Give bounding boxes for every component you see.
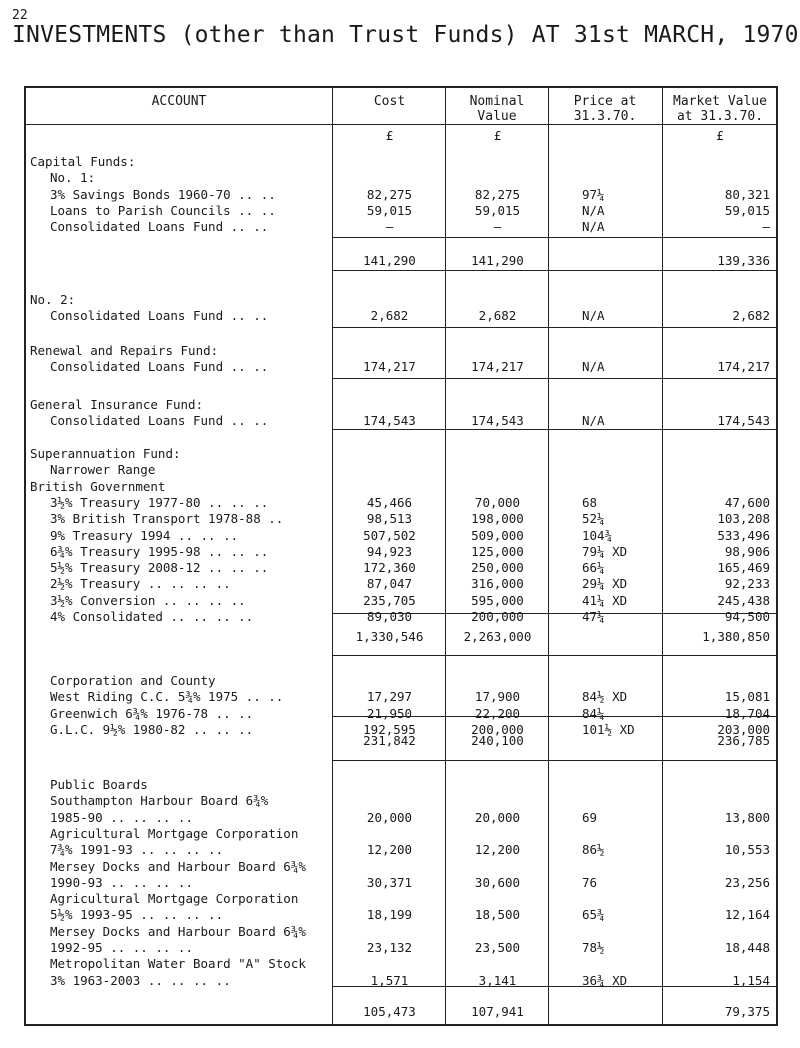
- total-market: 139,336: [717, 253, 770, 268]
- market-value: 1,154: [732, 972, 770, 988]
- price-value: 68: [582, 494, 598, 510]
- price-value: 86½: [582, 842, 605, 858]
- cost-value: 89,030: [366, 609, 413, 624]
- section-rule: [332, 760, 778, 761]
- market-value: 92,233: [724, 576, 770, 592]
- column-divider: [445, 86, 446, 1026]
- nominal-value: 198,000: [471, 511, 524, 527]
- price-value: N/A: [582, 219, 605, 235]
- cost-value: 18,199: [366, 907, 413, 923]
- column-divider: [332, 86, 333, 1026]
- nominal-value: 316,000: [471, 576, 524, 592]
- section-rule: [332, 429, 778, 430]
- section-rule: [332, 270, 778, 271]
- section-rule: [332, 237, 778, 238]
- nominal-value: 23,500: [474, 940, 521, 955]
- account-label: Metropolitan Water Board "A" Stock: [50, 956, 306, 972]
- account-label: Narrower Range: [50, 462, 156, 478]
- account-label: No. 1:: [50, 170, 96, 186]
- price-value: 84½ XD: [582, 689, 628, 705]
- cost-value: 87,047: [366, 576, 413, 592]
- cost-value: 1,571: [370, 972, 409, 988]
- nominal-value: 59,015: [474, 202, 521, 218]
- price-value: N/A: [582, 413, 605, 429]
- nominal-value: 125,000: [471, 543, 524, 559]
- market-value: 13,800: [724, 809, 770, 825]
- nominal-value: 250,000: [471, 560, 524, 576]
- price-value: 76: [582, 874, 598, 890]
- header-rule: [24, 124, 778, 125]
- account-label: Greenwich 6¾% 1976-78 .. ..: [50, 705, 254, 721]
- page-title: INVESTMENTS (other than Trust Funds) AT 31st MARCH, 1970: [12, 22, 799, 48]
- account-label: 9% Treasury 1994 .. .. ..: [50, 527, 239, 543]
- account-label: Superannuation Fund:: [30, 446, 181, 461]
- nominal-value: 30,600: [474, 874, 521, 890]
- total-nominal: 141,290: [471, 253, 524, 268]
- price-value: 41¼ XD: [582, 592, 628, 608]
- price-value: 101½ XD: [582, 721, 635, 737]
- market-value: 203,000: [717, 721, 770, 737]
- header-price: Price at 31.3.70.: [573, 94, 637, 124]
- cost-value: –: [385, 219, 394, 235]
- account-label: Mersey Docks and Harbour Board 6¾%: [50, 858, 306, 874]
- nominal-value: 22,200: [474, 705, 521, 721]
- cost-value: 45,466: [366, 494, 413, 510]
- market-value: 2,682: [732, 308, 770, 324]
- section-rule: [332, 655, 778, 656]
- cost-value: 21,950: [366, 705, 413, 721]
- account-label: Agricultural Mortgage Corporation: [50, 891, 299, 907]
- account-label: 5½% Treasury 2008-12 .. .. ..: [50, 560, 269, 576]
- account-label: 1990-93 .. .. .. ..: [50, 874, 193, 890]
- account-label: General Insurance Fund:: [30, 397, 204, 412]
- account-label: Consolidated Loans Fund .. ..: [50, 413, 269, 429]
- price-value: 79¼ XD: [582, 543, 628, 559]
- account-label: Southampton Harbour Board 6¾%: [50, 793, 269, 809]
- account-label: 3% Savings Bonds 1960-70 .. ..: [50, 186, 276, 202]
- cost-value: 235,705: [363, 592, 416, 608]
- price-value: 66¼: [582, 560, 605, 576]
- cost-value: 174,543: [363, 413, 416, 429]
- nominal-value: 174,543: [471, 413, 524, 429]
- market-value: 18,704: [724, 705, 770, 721]
- account-label: 5½% 1993-95 .. .. .. ..: [50, 907, 224, 923]
- account-label: Consolidated Loans Fund .. ..: [50, 308, 269, 324]
- nominal-value: 17,900: [474, 689, 521, 705]
- cost-value: 12,200: [366, 842, 413, 858]
- cost-value: 17,297: [366, 689, 413, 705]
- header-nominal-value: Nominal Value: [469, 94, 525, 124]
- total-cost: 105,473: [363, 1004, 416, 1019]
- account-label: Public Boards: [50, 777, 148, 792]
- nominal-value: 595,000: [471, 592, 524, 608]
- price-value: N/A: [582, 202, 605, 218]
- account-label: Corporation and County: [50, 673, 216, 688]
- section-rule: [332, 327, 778, 328]
- account-label: Renewal and Repairs Fund:: [30, 343, 219, 358]
- account-label: Consolidated Loans Fund .. ..: [50, 359, 269, 375]
- currency-market: £: [716, 128, 724, 143]
- nominal-value: 18,500: [474, 907, 521, 923]
- section-rule: [332, 986, 778, 987]
- market-value: 245,438: [717, 592, 770, 608]
- nominal-value: 2,682: [478, 308, 517, 324]
- price-value: 84¼: [582, 705, 605, 721]
- market-value: 80,321: [724, 186, 770, 202]
- market-value: 47,600: [724, 494, 770, 510]
- market-value: –: [762, 219, 770, 235]
- market-value: 10,553: [724, 842, 770, 858]
- account-label: Agricultural Mortgage Corporation: [50, 825, 299, 841]
- nominal-value: –: [493, 219, 502, 235]
- cost-value: 192,595: [363, 721, 416, 737]
- price-value: 104¾: [582, 527, 613, 543]
- cost-value: 94,923: [366, 543, 413, 559]
- price-value: 65¾: [582, 907, 605, 923]
- cost-value: 30,371: [366, 874, 413, 890]
- account-label: 3½% Treasury 1977-80 .. .. ..: [50, 494, 269, 510]
- cost-value: 2,682: [370, 308, 409, 324]
- account-label: British Government: [30, 478, 166, 494]
- header-cost: Cost: [373, 94, 406, 109]
- total-nominal: 107,941: [471, 1004, 524, 1019]
- nominal-value: 200,000: [471, 609, 524, 624]
- currency-nominal: £: [493, 128, 502, 143]
- market-value: 12,164: [724, 907, 770, 923]
- account-label: Consolidated Loans Fund .. ..: [50, 219, 269, 235]
- account-label: 1985-90 .. .. .. ..: [50, 809, 193, 825]
- market-value: 15,081: [724, 689, 770, 705]
- market-value: 174,217: [717, 359, 770, 375]
- account-label: 3½% Conversion .. .. .. ..: [50, 592, 246, 608]
- market-value: 18,448: [724, 940, 770, 955]
- market-value: 533,496: [717, 527, 770, 543]
- market-value: 165,469: [717, 560, 770, 576]
- total-cost: 141,290: [363, 253, 416, 268]
- cost-value: 59,015: [366, 202, 413, 218]
- price-value: 97¼: [582, 186, 605, 202]
- account-label: Mersey Docks and Harbour Board 6¾%: [50, 923, 306, 939]
- section-rule: [332, 378, 778, 379]
- cost-value: 23,132: [366, 940, 413, 955]
- total-market: 79,375: [724, 1004, 770, 1019]
- column-divider: [548, 86, 549, 1026]
- cost-value: 98,513: [366, 511, 413, 527]
- page-number: 22: [12, 8, 28, 23]
- total-market: 1,380,850: [702, 629, 770, 644]
- nominal-value: 82,275: [474, 186, 521, 202]
- price-value: 36¾ XD: [582, 972, 628, 988]
- nominal-value: 174,217: [471, 359, 524, 375]
- total-nominal: 2,263,000: [463, 629, 532, 644]
- section-rule: [332, 716, 778, 717]
- cost-value: 174,217: [363, 359, 416, 375]
- account-label: 7¾% 1991-93 .. .. .. ..: [50, 842, 224, 858]
- cost-value: 20,000: [366, 809, 413, 825]
- account-label: 3% 1963-2003 .. .. .. ..: [50, 972, 231, 988]
- total-market: 236,785: [717, 733, 770, 748]
- nominal-value: 20,000: [474, 809, 521, 825]
- price-value: N/A: [582, 308, 605, 324]
- market-value: 103,208: [717, 511, 770, 527]
- total-cost: 231,842: [363, 733, 416, 748]
- cost-value: 507,502: [363, 527, 416, 543]
- account-label: West Riding C.C. 5¾% 1975 .. ..: [50, 689, 284, 705]
- section-rule: [332, 613, 778, 614]
- price-value: 52¼: [582, 511, 605, 527]
- cost-value: 82,275: [366, 186, 413, 202]
- account-label: 3% British Transport 1978-88 ..: [50, 511, 284, 527]
- market-value: 59,015: [724, 202, 770, 218]
- nominal-value: 70,000: [474, 494, 521, 510]
- price-value: 29¼ XD: [582, 576, 628, 592]
- nominal-value: 509,000: [471, 527, 524, 543]
- market-value: 98,906: [724, 543, 770, 559]
- account-label: Loans to Parish Councils .. ..: [50, 202, 276, 218]
- header-market-value: Market Value at 31.3.70.: [673, 94, 767, 124]
- account-label: No. 2:: [30, 292, 76, 307]
- currency-cost: £: [385, 128, 394, 143]
- nominal-value: 200,000: [471, 721, 524, 737]
- account-label: 6¾% Treasury 1995-98 .. .. ..: [50, 543, 269, 559]
- market-value: 94,500: [724, 609, 770, 624]
- account-label: 2½% Treasury .. .. .. ..: [50, 576, 231, 592]
- price-value: 47¼: [582, 609, 605, 624]
- account-label: Capital Funds:: [30, 154, 136, 169]
- account-label: 1992-95 .. .. .. ..: [50, 940, 193, 955]
- market-value: 174,543: [717, 413, 770, 429]
- cost-value: 172,360: [363, 560, 416, 576]
- account-label: G.L.C. 9½% 1980-82 .. .. ..: [50, 721, 254, 737]
- market-value: 23,256: [724, 874, 770, 890]
- price-value: 69: [582, 809, 598, 825]
- price-value: N/A: [582, 359, 605, 375]
- nominal-value: 12,200: [474, 842, 521, 858]
- total-nominal: 240,100: [471, 733, 524, 748]
- nominal-value: 3,141: [478, 972, 517, 988]
- total-cost: 1,330,546: [355, 629, 424, 644]
- header-account: ACCOUNT: [151, 94, 207, 109]
- price-value: 78½: [582, 940, 605, 955]
- account-label: 4% Consolidated .. .. .. ..: [50, 609, 254, 624]
- column-divider: [662, 86, 663, 1026]
